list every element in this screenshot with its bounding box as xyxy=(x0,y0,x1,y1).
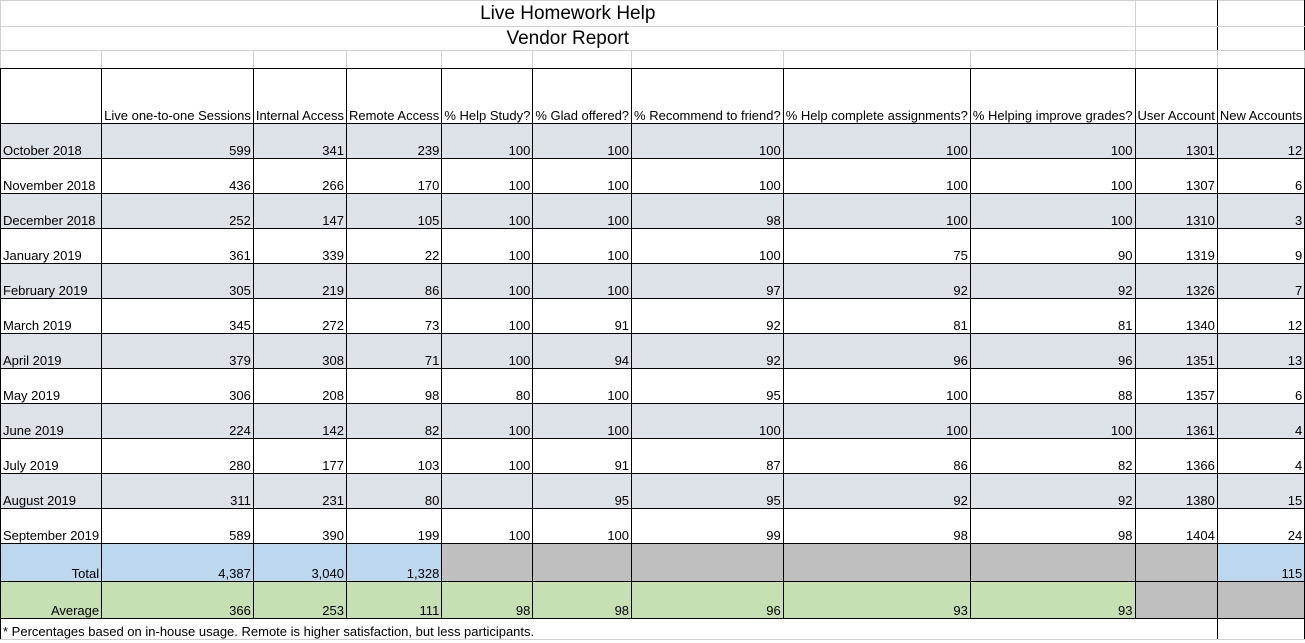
table-cell: 100 xyxy=(442,299,533,334)
column-header-sessions: Live one-to-one Sessions xyxy=(102,69,254,124)
table-cell: 100 xyxy=(533,369,632,404)
table-cell: 3 xyxy=(1217,194,1304,229)
table-cell: 1326 xyxy=(1135,264,1217,299)
table-cell: 6 xyxy=(1217,159,1304,194)
average-cell: 98 xyxy=(442,582,533,619)
table-cell: 100 xyxy=(970,404,1135,439)
table-cell: 100 xyxy=(783,159,970,194)
table-cell xyxy=(442,474,533,509)
table-cell: 15 xyxy=(1217,474,1304,509)
table-cell: 305 xyxy=(102,264,254,299)
table-cell: 98 xyxy=(783,509,970,544)
empty-cell xyxy=(783,544,970,582)
table-cell: 308 xyxy=(253,334,346,369)
table-cell: 97 xyxy=(632,264,784,299)
table-cell: 1366 xyxy=(1135,439,1217,474)
table-row xyxy=(1,124,1305,159)
month-label: February 2019 xyxy=(1,264,102,299)
table-cell: 100 xyxy=(970,159,1135,194)
month-label: July 2019 xyxy=(1,439,102,474)
table-cell: 92 xyxy=(632,299,784,334)
table-row xyxy=(1,404,1305,439)
table-cell: 100 xyxy=(442,124,533,159)
table-cell: 24 xyxy=(1217,509,1304,544)
column-header-improve-grades: % Helping improve grades? xyxy=(970,69,1135,124)
table-cell: 280 xyxy=(102,439,254,474)
month-label: August 2019 xyxy=(1,474,102,509)
table-cell: 100 xyxy=(783,369,970,404)
table-cell: 71 xyxy=(346,334,441,369)
table-cell: 87 xyxy=(632,439,784,474)
total-row xyxy=(1,544,1305,582)
table-cell: 86 xyxy=(783,439,970,474)
table-cell: 379 xyxy=(102,334,254,369)
average-cell: 93 xyxy=(783,582,970,619)
header-row xyxy=(1,69,1305,124)
table-cell: 94 xyxy=(533,334,632,369)
empty-cell xyxy=(533,544,632,582)
table-cell: 1301 xyxy=(1135,124,1217,159)
table-cell: 9 xyxy=(1217,229,1304,264)
average-cell: 93 xyxy=(970,582,1135,619)
empty-cell xyxy=(1135,1,1217,27)
table-cell: 341 xyxy=(253,124,346,159)
column-header-recommend: % Recommend to friend? xyxy=(632,69,784,124)
table-cell: 100 xyxy=(442,159,533,194)
table-cell: 1361 xyxy=(1135,404,1217,439)
table-row xyxy=(1,369,1305,404)
table-cell: 1319 xyxy=(1135,229,1217,264)
table-cell: 208 xyxy=(253,369,346,404)
column-header-internal: Internal Access xyxy=(253,69,346,124)
table-cell: 345 xyxy=(102,299,254,334)
table-cell: 1357 xyxy=(1135,369,1217,404)
table-cell: 98 xyxy=(346,369,441,404)
table-cell: 100 xyxy=(442,229,533,264)
table-cell: 6 xyxy=(1217,369,1304,404)
table-cell: 170 xyxy=(346,159,441,194)
table-cell: 92 xyxy=(970,474,1135,509)
month-label: March 2019 xyxy=(1,299,102,334)
average-cell: 96 xyxy=(632,582,784,619)
column-header-glad-offered: % Glad offered? xyxy=(533,69,632,124)
table-cell: 100 xyxy=(783,194,970,229)
table-cell: 339 xyxy=(253,229,346,264)
table-cell: 177 xyxy=(253,439,346,474)
table-cell: 100 xyxy=(533,124,632,159)
table-cell: 224 xyxy=(102,404,254,439)
table-cell: 92 xyxy=(783,264,970,299)
table-cell: 231 xyxy=(253,474,346,509)
empty-cell xyxy=(1135,544,1217,582)
table-cell: 100 xyxy=(442,334,533,369)
table-cell: 100 xyxy=(632,404,784,439)
month-label: October 2018 xyxy=(1,124,102,159)
table-row xyxy=(1,159,1305,194)
month-label: November 2018 xyxy=(1,159,102,194)
empty-cell xyxy=(1217,1,1304,27)
table-cell: 100 xyxy=(442,194,533,229)
total-label: Total xyxy=(1,544,102,582)
table-cell: 103 xyxy=(346,439,441,474)
table-cell: 75 xyxy=(783,229,970,264)
table-cell: 100 xyxy=(442,264,533,299)
table-cell: 1404 xyxy=(1135,509,1217,544)
table-cell: 88 xyxy=(970,369,1135,404)
table-cell: 361 xyxy=(102,229,254,264)
column-header-new-accounts: New Accounts xyxy=(1217,69,1304,124)
table-cell: 12 xyxy=(1217,299,1304,334)
footnote: * Percentages based on in-house usage. Remote is higher satisfaction, but less participants. xyxy=(1,619,1218,640)
column-header-help-study: % Help Study? xyxy=(442,69,533,124)
column-header xyxy=(1,69,102,124)
table-cell: 100 xyxy=(442,404,533,439)
table-cell: 252 xyxy=(102,194,254,229)
table-cell: 100 xyxy=(632,124,784,159)
table-cell: 1380 xyxy=(1135,474,1217,509)
month-label: September 2019 xyxy=(1,509,102,544)
average-cell: 366 xyxy=(102,582,254,619)
empty-cell xyxy=(1135,582,1217,619)
empty-cell xyxy=(442,544,533,582)
table-cell: 100 xyxy=(632,159,784,194)
table-cell: 98 xyxy=(632,194,784,229)
average-row xyxy=(1,582,1305,619)
blank-row xyxy=(1,51,1305,69)
table-cell: 91 xyxy=(533,299,632,334)
empty-cell xyxy=(1135,27,1217,51)
table-row xyxy=(1,334,1305,369)
table-cell: 436 xyxy=(102,159,254,194)
table-cell: 100 xyxy=(632,229,784,264)
average-cell: 111 xyxy=(346,582,441,619)
empty-cell xyxy=(1217,582,1304,619)
table-cell: 219 xyxy=(253,264,346,299)
table-cell: 1340 xyxy=(1135,299,1217,334)
table-cell: 81 xyxy=(783,299,970,334)
average-cell: 98 xyxy=(533,582,632,619)
average-cell: 253 xyxy=(253,582,346,619)
table-cell: 390 xyxy=(253,509,346,544)
table-cell: 92 xyxy=(970,264,1135,299)
table-cell: 91 xyxy=(533,439,632,474)
table-cell: 22 xyxy=(346,229,441,264)
table-cell: 306 xyxy=(102,369,254,404)
table-cell: 100 xyxy=(533,404,632,439)
table-cell: 99 xyxy=(632,509,784,544)
table-cell: 100 xyxy=(533,229,632,264)
month-label: June 2019 xyxy=(1,404,102,439)
table-row xyxy=(1,194,1305,229)
table-cell: 95 xyxy=(533,474,632,509)
table-cell: 199 xyxy=(346,509,441,544)
column-header-remote: Remote Access xyxy=(346,69,441,124)
table-cell: 96 xyxy=(783,334,970,369)
empty-cell xyxy=(970,544,1135,582)
footnote-row xyxy=(1,619,1305,640)
table-cell: 100 xyxy=(442,509,533,544)
table-cell: 100 xyxy=(533,264,632,299)
month-label: January 2019 xyxy=(1,229,102,264)
table-cell: 272 xyxy=(253,299,346,334)
table-cell: 239 xyxy=(346,124,441,159)
table-cell: 311 xyxy=(102,474,254,509)
month-label: December 2018 xyxy=(1,194,102,229)
table-cell: 100 xyxy=(970,124,1135,159)
total-sessions: 4,387 xyxy=(102,544,254,582)
table-row xyxy=(1,439,1305,474)
month-label: May 2019 xyxy=(1,369,102,404)
total-remote: 1,328 xyxy=(346,544,441,582)
table-cell: 100 xyxy=(533,509,632,544)
empty-cell xyxy=(632,544,784,582)
table-cell: 100 xyxy=(783,124,970,159)
table-cell: 98 xyxy=(970,509,1135,544)
table-cell: 90 xyxy=(970,229,1135,264)
average-label: Average xyxy=(1,582,102,619)
table-cell: 1310 xyxy=(1135,194,1217,229)
table-cell: 100 xyxy=(533,194,632,229)
table-cell: 4 xyxy=(1217,439,1304,474)
table-row xyxy=(1,509,1305,544)
table-cell: 599 xyxy=(102,124,254,159)
column-header-help-complete: % Help complete assignments? xyxy=(783,69,970,124)
table-cell: 80 xyxy=(346,474,441,509)
table-cell: 96 xyxy=(970,334,1135,369)
report-title: Live Homework Help xyxy=(1,1,1136,27)
table-cell: 105 xyxy=(346,194,441,229)
table-cell: 100 xyxy=(533,159,632,194)
report-subtitle: Vendor Report xyxy=(1,27,1136,51)
table-cell: 82 xyxy=(970,439,1135,474)
table-cell: 142 xyxy=(253,404,346,439)
table-cell: 589 xyxy=(102,509,254,544)
table-cell: 13 xyxy=(1217,334,1304,369)
table-cell: 12 xyxy=(1217,124,1304,159)
table-cell: 92 xyxy=(632,334,784,369)
month-label: April 2019 xyxy=(1,334,102,369)
table-cell: 95 xyxy=(632,369,784,404)
table-cell: 80 xyxy=(442,369,533,404)
column-header-user-account: User Account xyxy=(1135,69,1217,124)
empty-cell xyxy=(1217,619,1304,640)
table-cell: 147 xyxy=(253,194,346,229)
table-row xyxy=(1,474,1305,509)
table-cell: 266 xyxy=(253,159,346,194)
total-new-accounts: 115 xyxy=(1217,544,1304,582)
table-cell: 100 xyxy=(783,404,970,439)
table-cell: 4 xyxy=(1217,404,1304,439)
table-cell: 82 xyxy=(346,404,441,439)
total-internal: 3,040 xyxy=(253,544,346,582)
table-cell: 7 xyxy=(1217,264,1304,299)
table-cell: 92 xyxy=(783,474,970,509)
table-cell: 1307 xyxy=(1135,159,1217,194)
table-row xyxy=(1,229,1305,264)
table-row xyxy=(1,299,1305,334)
table-row xyxy=(1,264,1305,299)
table-cell: 81 xyxy=(970,299,1135,334)
table-cell: 100 xyxy=(442,439,533,474)
table-cell: 73 xyxy=(346,299,441,334)
table-cell: 1351 xyxy=(1135,334,1217,369)
table-cell: 100 xyxy=(970,194,1135,229)
empty-cell xyxy=(1217,27,1304,51)
table-cell: 86 xyxy=(346,264,441,299)
table-cell: 95 xyxy=(632,474,784,509)
